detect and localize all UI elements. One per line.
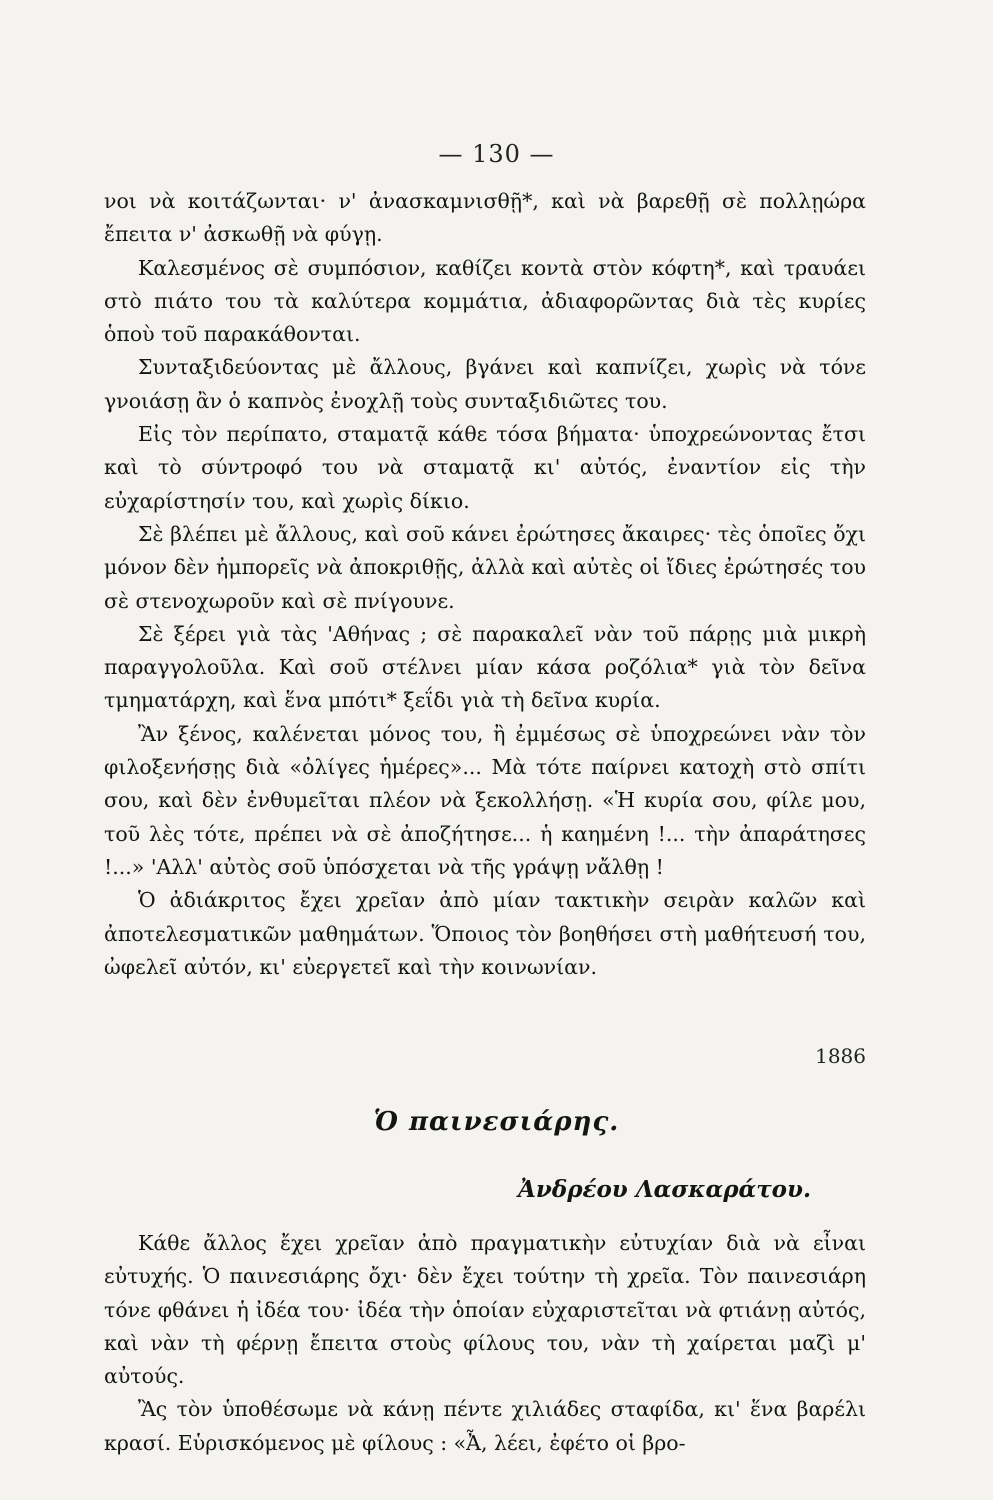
continued-essay-text xyxy=(104,185,866,984)
paragraph: Καλεσμένος σὲ συμπόσιον, καθίζει κοντὰ στὸν κόφτη*, καὶ τραυάει στὸ πιάτο του τὰ καλύτερα κομμάτια, ἀδιαφορῶντας διὰ τὲς κυρίες ὁποὺ τοῦ παρακάθονται. xyxy=(104,255,866,347)
paragraph: Συνταξιδεύοντας μὲ ἄλλους, βγάνει καὶ καπνίζει, χωρὶς νὰ τόνε γνοιάσῃ ἂν ὁ καπνὸς ἐνοχλῇ τοὺς συνταξιδιῶτες του. xyxy=(104,355,866,413)
paragraph-continuation: νοι νὰ κοιτάζωνται· ν' ἀνασκαμνισθῇ*, καὶ νὰ βαρεθῇ σὲ πολλῃώρα ἔπειτα ν' ἀσκωθῇ νὰ φύγῃ. xyxy=(104,189,866,247)
paragraph: Εἰς τὸν περίπατο, σταματᾷ κάθε τόσα βήματα· ὑποχρεώνοντας ἔτσι καὶ τὸ σύντροφό του νὰ σταματᾷ κι' αὐτός, ἐναντίον εἰς τὴν εὐχαρίστησίν του, καὶ χωρὶς δίκιο. xyxy=(104,422,866,513)
page-number: — 130 — xyxy=(438,140,555,168)
paragraph: Κάθε ἄλλος ἔχει χρεῖαν ἀπὸ πραγματικὴν εὐτυχίαν διὰ νὰ εἶναι εὐτυχής. Ὁ παινεσιάρης ὄχι· δὲν ἔχει τούτην τὴ χρεῖα. Τὸν παινεσιάρη τόνε φθάνει ἡ ἰδέα του· ἰδέα τὴν ὁποίαν εὐχαριστεῖται νὰ φτιάνῃ αὐτός, καὶ νὰν τὴ φέρνῃ ἔπειτα στοὺς φίλους του, νὰν τὴ χαίρεται μαζὶ μ' αὐτούς. xyxy=(104,1231,866,1389)
author-name: Ἀνδρέου Λασκαράτου. xyxy=(518,1176,811,1203)
paragraph: Ὁ ἀδιάκριτος ἔχει χρεῖαν ἀπὸ μίαν τακτικὴν σειρὰν καλῶν καὶ ἀποτελεσματικῶν μαθημάτων. Ὅποιος τὸν βοηθήσει στὴ μαθήτευσή του, ὠφελεῖ αὐτόν, κι' εὐεργετεῖ καὶ τὴν κοινωνίαν. xyxy=(104,888,866,979)
paragraph: Σὲ ξέρει γιὰ τὰς 'Αθήνας ; σὲ παρακαλεῖ νὰν τοῦ πάρῃς μιὰ μικρὴ παραγγολοῦλα. Καὶ σοῦ στέλνει μίαν κάσα ροζόλια* γιὰ τὸν δεῖνα τμηματάρχη, καὶ ἕνα μπότι* ξεΐδι γιὰ τὴ δεῖνα κυρία. xyxy=(104,621,866,713)
essay-title: Ὁ παινεσιάρης. xyxy=(373,1107,620,1137)
paragraph: Σὲ βλέπει μὲ ἄλλους, καὶ σοῦ κάνει ἐρώτησες ἄκαιρες· τὲς ὁποῖες ὄχι μόνον δὲν ἠμπορεῖς νὰ ἀποκριθῇς, ἀλλὰ καὶ αὐτὲς οἱ ἴδιες ἐρώτησές του σὲ στενοχωροῦν καὶ σὲ πνίγουνε. xyxy=(104,521,866,613)
essay-text xyxy=(104,1227,866,1460)
essay-year: 1886 xyxy=(815,1044,866,1068)
paragraph: Ἂν ξένος, καλένεται μόνος του, ἢ ἐμμέσως σὲ ὑποχρεώνει νὰν τὸν φιλοξενήσῃς διὰ «ὀλίγες ἡμέρες»... Μὰ τότε παίρνει κατοχὴ στὸ σπίτι σου, καὶ δὲν ἐνθυμεῖται πλέον νὰ ξεκολλήσῃ. «Ἡ κυρία σου, φίλε μου, τοῦ λὲς τότε, πρέπει νὰ σὲ ἀποζήτησε... ἡ καημένη !... τὴν ἀπαράτησες !...» 'Αλλ' αὐτὸς σοῦ ὑπόσχεται νὰ τῆς γράψῃ νἄλθῃ ! xyxy=(104,721,866,879)
paragraph: Ἂς τὸν ὑποθέσωμε νὰ κάνῃ πέντε χιλιάδες σταφίδα, κι' ἕνα βαρέλι κρασί. Εὑρισκόμενος μὲ φίλους : «Ἆ, λέει, ἐφέτο οἱ βρο- xyxy=(104,1397,866,1455)
